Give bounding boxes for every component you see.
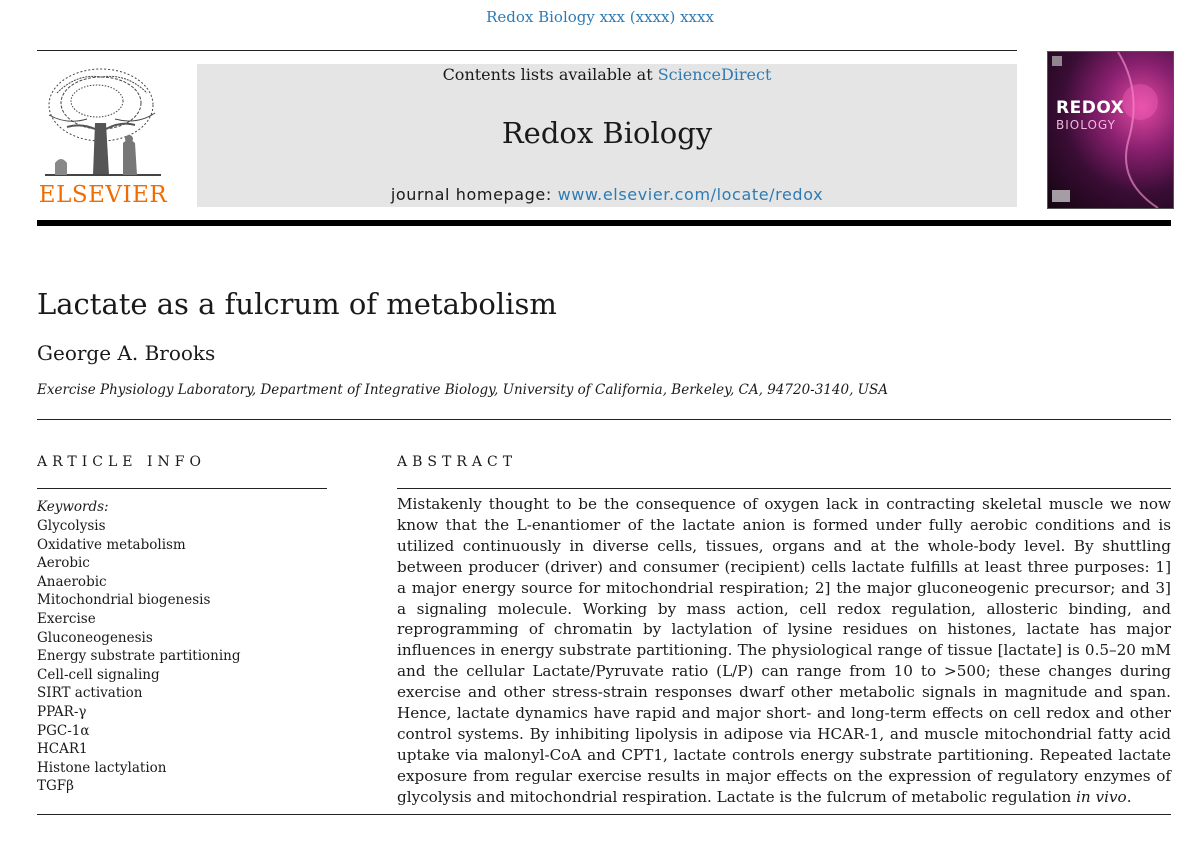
title-block-rule <box>37 419 1171 420</box>
header-bottom-rule <box>37 220 1171 226</box>
abstract-heading: ABSTRACT <box>397 454 518 470</box>
keyword-item: Gluconeogenesis <box>37 629 153 646</box>
article-title: Lactate as a fulcrum of metabolism <box>37 287 557 321</box>
header-top-rule <box>37 50 1017 51</box>
cover-title: REDOX <box>1056 98 1125 118</box>
cover-subtitle: BIOLOGY <box>1056 118 1116 132</box>
keyword-item: PPAR-γ <box>37 703 87 720</box>
keyword-item: HCAR1 <box>37 741 88 758</box>
keywords-label: Keywords: <box>37 499 109 515</box>
keyword-item: Cell-cell signaling <box>37 666 160 683</box>
keyword-item: Exercise <box>37 610 96 627</box>
abstract-final-period: . <box>1126 787 1132 806</box>
abstract-text: Mistakenly thought to be the consequence of oxygen lack in contracting skeletal muscle we now know that the L-enantiomer of the lactate anion is formed under fully aerobic conditions and is utilized continuously in diverse cells, tissues, organs and at the whole-body level. By shuttling between producer (driver) and consumer (recipient) cells lactate fulfills at least three purposes: 1] a major energy source for mitochondrial respiration; 2] the major gluconeogenic precursor; and 3] a signaling molecule. Working by mass action, cell redox regulation, allosteric binding, and reprogramming of chromatin by lactylation of lysine residues on histones, lactate has major influences in energy substrate partitioning. The physiological range of tissue [lactate] is 0.5–20 mM and the cellular Lactate/Pyruvate ratio (L/P) can range from 10 to >500; these changes during exercise and other stress-strain responses dwarf other metabolic signals in magnitude and span. Hence, lactate dynamics have rapid and major short- and long-term effects on cell redox and other control systems. By inhibiting lipolysis in adipose via HCAR-1, and muscle mitochondrial fatty acid uptake via malonyl-CoA and CPT1, lactate controls energy substrate partitioning. Repeated lactate exposure from regular exercise results in major effects on the expression of regulatory enzymes of glycolysis and mitochondrial respiration. Lactate is the fulcrum of metabolic regulation <box>397 495 1171 806</box>
contents-prefix: Contents lists available at <box>442 65 653 84</box>
keyword-item: Histone lactylation <box>37 759 167 776</box>
contents-line <box>197 65 1017 84</box>
homepage-line <box>197 185 1017 204</box>
keyword-item: SIRT activation <box>37 685 143 702</box>
sciencedirect-link[interactable]: ScienceDirect <box>657 65 772 84</box>
homepage-link[interactable]: www.elsevier.com/locate/redox <box>557 185 824 204</box>
keyword-item: TGFβ <box>37 778 74 795</box>
keyword-item: Energy substrate partitioning <box>37 648 241 665</box>
article-info-heading: ARTICLE INFO <box>37 454 206 470</box>
keyword-item: Mitochondrial biogenesis <box>37 592 211 609</box>
keyword-item: Aerobic <box>37 555 90 572</box>
keyword-item: PGC-1α <box>37 722 90 739</box>
author-affiliation: Exercise Physiology Laboratory, Department of Integrative Biology, University of California, Berkeley, CA, 94720-3140, USA <box>37 382 889 398</box>
keyword-item: Glycolysis <box>37 518 106 534</box>
homepage-prefix: journal homepage: <box>390 185 552 204</box>
elsevier-tree-icon <box>37 63 169 181</box>
abstract-in-vivo: in vivo <box>1076 787 1127 806</box>
journal-name: Redox Biology <box>501 116 713 150</box>
keyword-item: Oxidative metabolism <box>37 536 186 553</box>
article-author: George A. Brooks <box>37 341 216 365</box>
elsevier-wordmark: ELSEVIER <box>38 182 168 208</box>
keyword-item: Anaerobic <box>37 573 107 590</box>
journal-cover <box>1047 51 1174 209</box>
keywords-list <box>37 517 240 796</box>
running-head: Redox Biology xxx (xxxx) xxxx <box>486 8 714 26</box>
article-info-rule <box>37 488 327 489</box>
abstract-rule <box>397 488 1171 489</box>
abstract-body <box>397 494 1171 808</box>
abstract-bottom-rule <box>37 814 1171 815</box>
